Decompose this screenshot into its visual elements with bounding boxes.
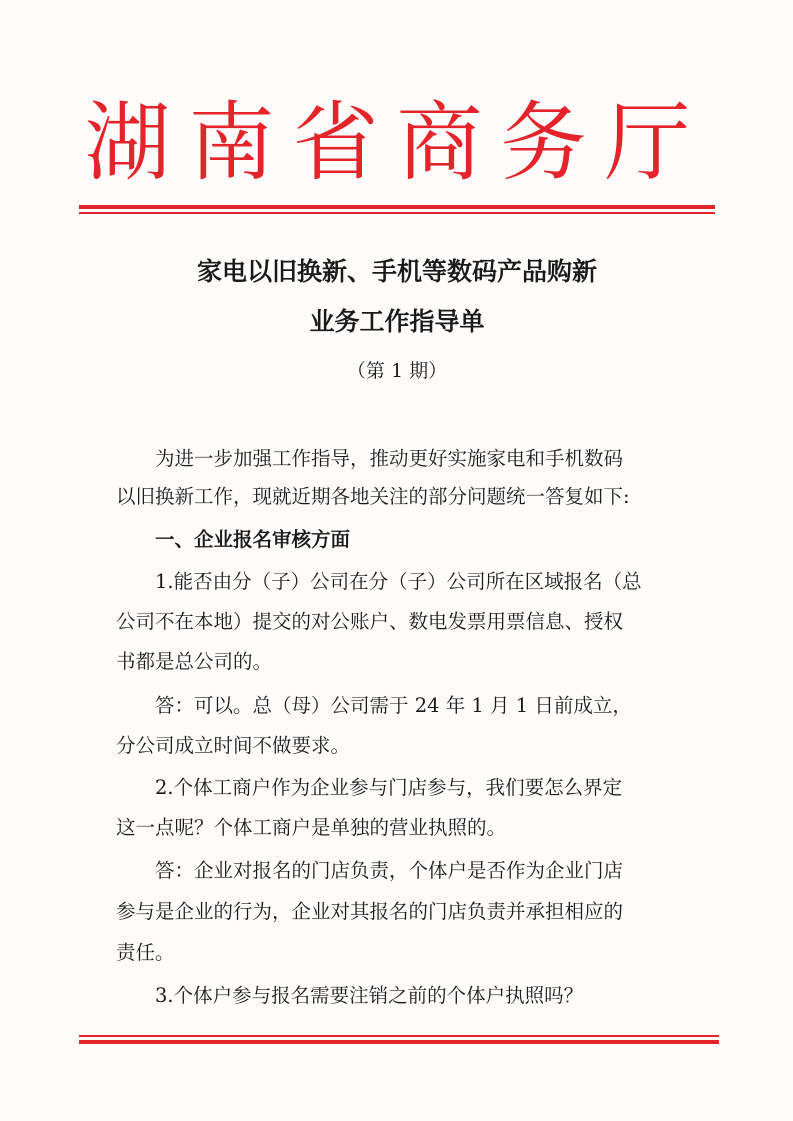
answer-line: 责任。	[116, 941, 175, 964]
footer-rule-thick	[79, 1040, 719, 1044]
issue-number: （第 1 期）	[346, 360, 448, 382]
document-title-line-1: 家电以旧换新、手机等数码产品购新	[196, 257, 597, 286]
question-line: 2.个体工商户作为企业参与门店参与，我们要怎么界定	[155, 776, 623, 799]
answer-line: 答：可以。总（母）公司需于 24 年 1 月 1 日前成立，	[155, 694, 632, 717]
question-line: 书都是总公司的。	[116, 650, 273, 673]
masthead-rule-thin	[79, 212, 715, 214]
body-line: 以旧换新工作，现就近期各地关注的部分问题统一答复如下:	[116, 485, 630, 508]
document-title-line-2: 业务工作指导单	[309, 307, 485, 336]
question-line: 1.能否由分（子）公司在分（子）公司所在区域报名（总	[155, 570, 642, 593]
answer-line: 分公司成立时间不做要求。	[116, 734, 351, 757]
answer-line: 答：企业对报名的门店负责，个体户是否作为企业门店	[155, 859, 624, 882]
answer-line: 参与是企业的行为，企业对其报名的门店负责并承担相应的	[116, 900, 624, 923]
masthead-org-name: 湖南省商务厅	[84, 93, 709, 193]
body-line: 为进一步加强工作指导，推动更好实施家电和手机数码	[155, 447, 624, 470]
masthead-rule-thick	[79, 205, 715, 209]
footer-rule-thin	[79, 1035, 719, 1037]
question-line: 公司不在本地）提交的对公账户、数电发票用票信息、授权	[116, 610, 624, 633]
question-line: 3.个体户参与报名需要注销之前的个体户执照吗？	[155, 984, 584, 1007]
question-line: 这一点呢？个体工商户是单独的营业执照的。	[116, 816, 507, 839]
section-heading: 一、企业报名审核方面	[155, 528, 351, 551]
